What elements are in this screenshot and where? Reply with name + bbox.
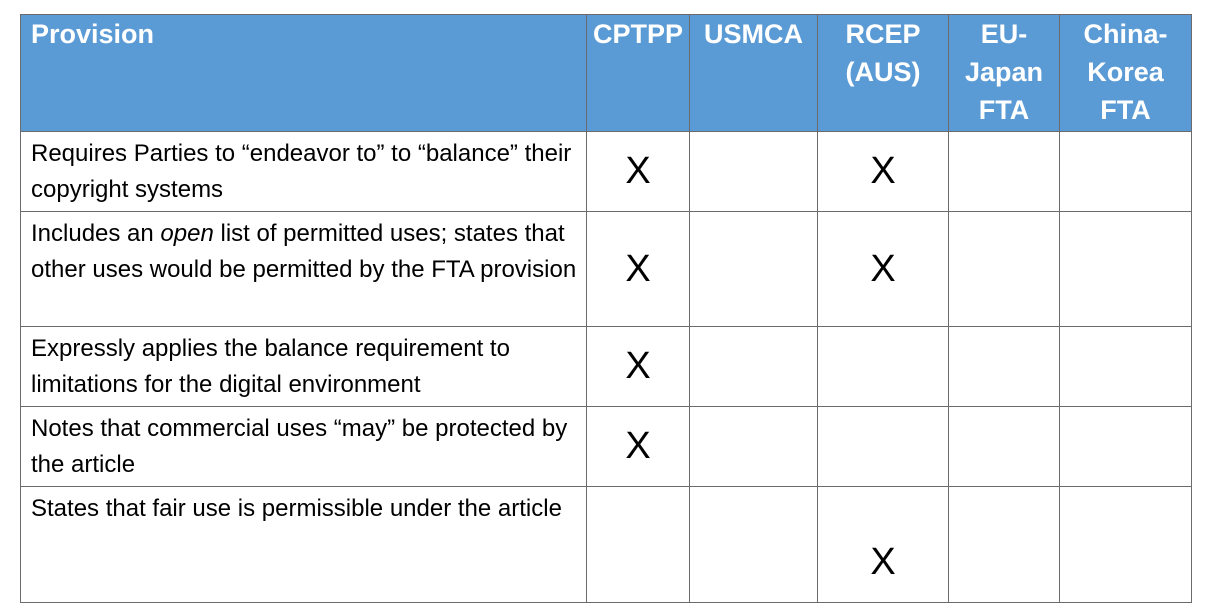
table-header-row	[21, 15, 1192, 132]
mark-rcep-aus	[818, 407, 949, 487]
mark-cptpp: X	[587, 327, 690, 407]
provision-cell: Expressly applies the balance requirement to limitations for the digital environment	[21, 327, 587, 407]
mark-china-korea-fta	[1060, 327, 1192, 407]
mark-cptpp: X	[587, 132, 690, 212]
mark-cptpp: X	[587, 407, 690, 487]
provision-cell: Requires Parties to “endeavor to” to “balance” their copyright systems	[21, 132, 587, 212]
mark-cptpp: X	[587, 212, 690, 327]
table-row	[21, 487, 1192, 603]
mark-usmca	[690, 327, 818, 407]
fta-comparison-table	[20, 14, 1192, 603]
mark-usmca	[690, 487, 818, 603]
mark-eu-japan-fta	[949, 327, 1060, 407]
header-rcep-aus: RCEP (AUS)	[818, 15, 949, 132]
mark-rcep-aus: X	[818, 487, 949, 603]
provision-cell: Notes that commercial uses “may” be protected by the article	[21, 407, 587, 487]
table-row	[21, 327, 1192, 407]
provision-cell: Includes an open list of permitted uses; states that other uses would be permitted by the FTA provision	[21, 212, 587, 327]
header-provision: Provision	[21, 15, 587, 132]
table-row	[21, 212, 1192, 327]
mark-china-korea-fta	[1060, 212, 1192, 327]
mark-usmca	[690, 212, 818, 327]
mark-rcep-aus: X	[818, 132, 949, 212]
header-eu-japan-fta: EU- Japan FTA	[949, 15, 1060, 132]
table-row	[21, 407, 1192, 487]
mark-china-korea-fta	[1060, 132, 1192, 212]
mark-eu-japan-fta	[949, 487, 1060, 603]
mark-cptpp	[587, 487, 690, 603]
header-china-korea-fta: China- Korea FTA	[1060, 15, 1192, 132]
header-usmca: USMCA	[690, 15, 818, 132]
table-row	[21, 132, 1192, 212]
header-cptpp: CPTPP	[587, 15, 690, 132]
mark-rcep-aus	[818, 327, 949, 407]
mark-eu-japan-fta	[949, 212, 1060, 327]
mark-usmca	[690, 407, 818, 487]
mark-china-korea-fta	[1060, 487, 1192, 603]
mark-eu-japan-fta	[949, 407, 1060, 487]
provision-emphasis: open	[160, 220, 214, 247]
provision-cell: States that fair use is permissible under the article	[21, 487, 587, 603]
mark-china-korea-fta	[1060, 407, 1192, 487]
mark-usmca	[690, 132, 818, 212]
mark-rcep-aus: X	[818, 212, 949, 327]
mark-eu-japan-fta	[949, 132, 1060, 212]
